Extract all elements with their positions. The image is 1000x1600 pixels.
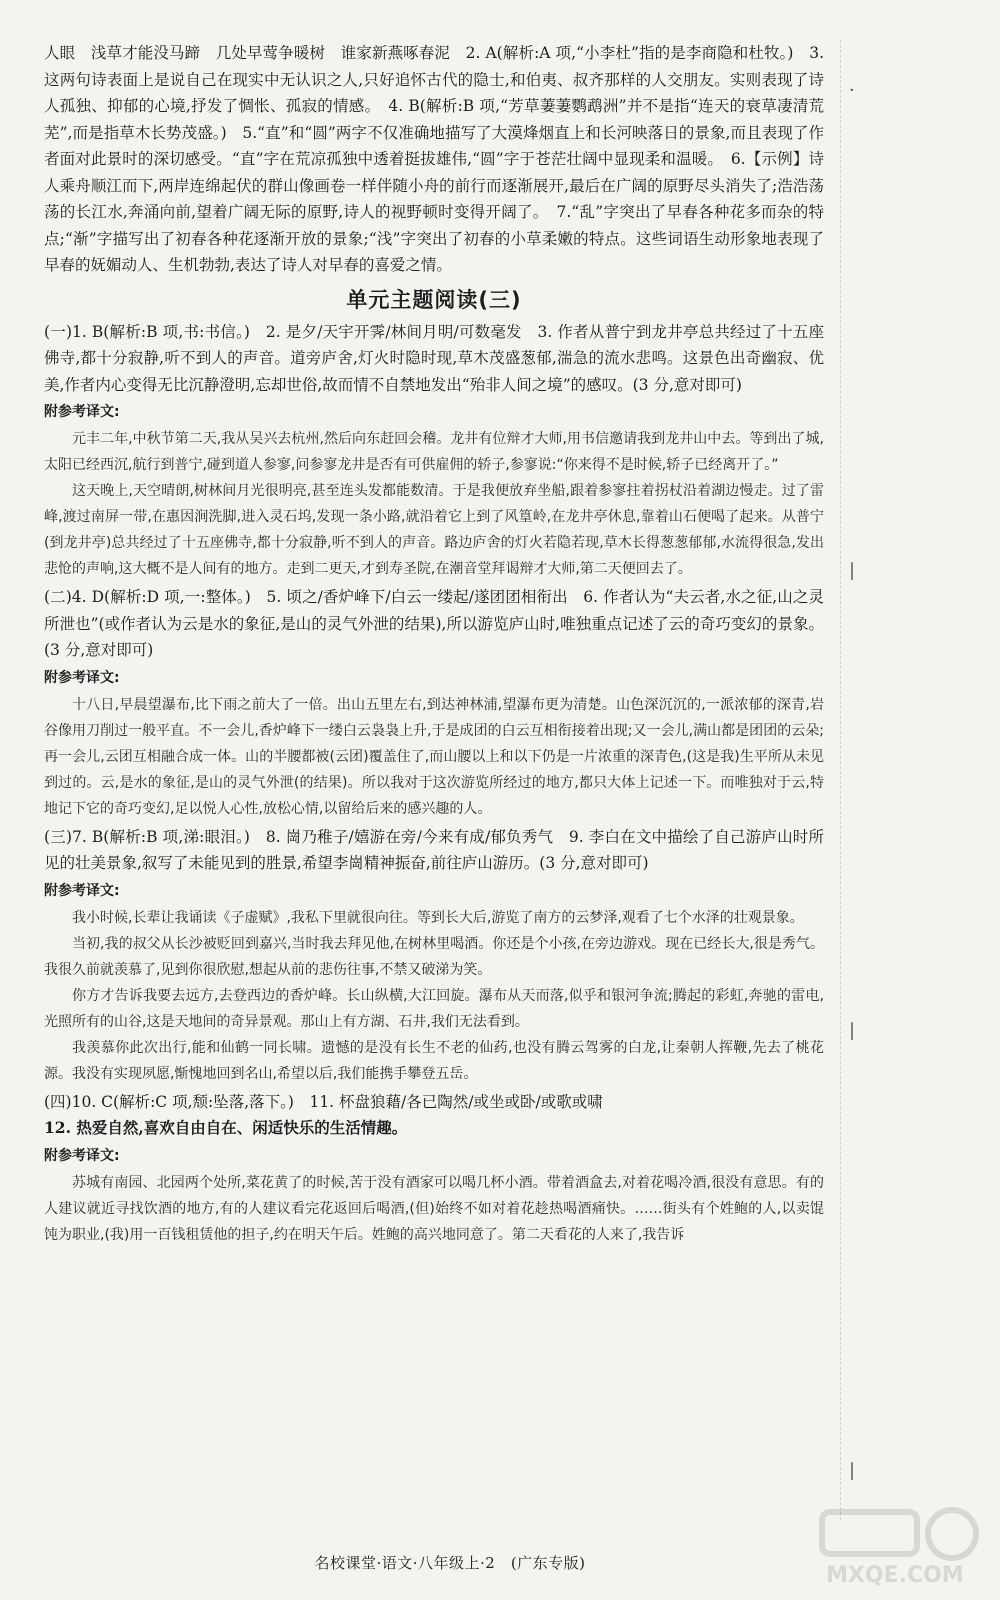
reference-translation-label: 附参考译文: bbox=[44, 669, 120, 686]
answer-section-4: (四)10. C(解析:C 项,颓:坠落,落下。) 11. 杯盘狼藉/各已陶然/或坐或卧/或歌或啸 bbox=[44, 1092, 603, 1111]
answer-section-2: (二)4. D(解析:D 项,一:整体。) 5. 顷之/香炉峰下/白云一缕起/遂团团相衔出 6. 作者认为“夫云者,水之征,山之灵所泄也”(或作者认为云是水的象征,是山的灵气外泄的结果),所以游览庐山时,唯独重点记述了云的奇巧变幻的景象。(3 分,意对即可) bbox=[44, 588, 824, 659]
reference-translation-label: 附参考译文: bbox=[44, 404, 120, 420]
answer-section-4-q12: 12. 热爱自然,喜欢自由自在、闲适快乐的生活情趣。 bbox=[44, 1118, 408, 1137]
page-footer: 名校课堂·语文·八年级上·2 (广东专版) bbox=[314, 1554, 586, 1572]
page-gutter: · | | | bbox=[840, 40, 871, 1520]
watermark-logo bbox=[812, 1498, 982, 1588]
translation-paragraph: 我小时候,长辈让我诵读《子虚赋》,我私下里就很向往。等到长大后,游览了南方的云梦泽,观看了七个水泽的壮观景象。 bbox=[72, 909, 804, 926]
reference-translation-label: 附参考译文: bbox=[44, 882, 120, 899]
translation-paragraph: 苏城有南园、北园两个处所,菜花黄了的时候,苦于没有酒家可以喝几杯小酒。带着酒盒去,对着花喝冷酒,很没有意思。有的人建议就近寻找饮酒的地方,有的人建议看完花返回后喝酒,(但)始终不如对着花趁热喝酒痛快。……街头有个姓鲍的人,以卖馄饨为职业,(我)用一百钱租赁他的担子,约在明天午后。姓鲍的高兴地同意了。第二天看花的人来了,我告诉 bbox=[44, 1174, 824, 1243]
translation-paragraph: 我羡慕你此次出行,能和仙鹤一同长啸。遗憾的是没有长生不老的仙药,也没有腾云驾雾的白龙,让秦朝人挥鞭,先去了桃花源。我没有实现夙愿,惭愧地回到名山,希望以后,我们能携手攀登五岳。 bbox=[44, 1039, 824, 1082]
translation-paragraph: 当初,我的叔父从长沙被贬回到嘉兴,当时我去拜见他,在树林里喝酒。你还是个小孩,在旁边游戏。现在已经长大,很是秀气。我很久前就羡慕了,见到你很欣慰,想起从前的悲伤往事,不禁又破涕为笑。 bbox=[44, 935, 824, 978]
answer-section-1: (一)1. B(解析:B 项,书:书信。) 2. 是夕/天宇开霁/林间月明/可数毫发 3. 作者从普宁到龙井亭总共经过了十五座佛寺,都十分寂静,听不到人的声音。道旁庐舍,灯火时隐时现,草木茂盛葱郁,湍急的流水悲鸣。这景色出奇幽寂、优美,作者内心变得无比沉静澄明,忘却世俗,故而情不自禁地发出“殆非人间之境”的感叹。(3 分,意对即可) bbox=[44, 322, 824, 394]
translation-paragraph: 你方才告诉我要去远方,去登西边的香炉峰。长山纵横,大江回旋。瀑布从天而落,似乎和银河争流;腾起的彩虹,奔驰的雷电,光照所有的山谷,这是天地间的奇异景观。那山上有方湖、石井,我们无法看到。 bbox=[44, 987, 824, 1030]
translation-paragraph: 十八日,早晨望瀑布,比下雨之前大了一倍。出山五里左右,到达神林浦,望瀑布更为清楚。山色深沉沉的,一派浓郁的深青,岩谷像用刀削过一般平直。不一会儿,香炉峰下一缕白云袅袅上升,于是成团的白云互相衔接着出现;又一会儿,满山都是团团的云朵;再一会儿,云团互相融合成一体。山的半腰都被(云团)覆盖住了,而山腰以上和以下仍是一片浓重的深青色,(这是我)生平所从未见到过的。云,是水的象征,是山的灵气外泄(的结果)。所以我对于这次游览所经过的地方,都只大体上记述一下。而唯独对于云,特地记下它的奇巧变幻,足以悦人心性,放松心情,以留给后来的感兴趣的人。 bbox=[44, 696, 824, 817]
translation-paragraph: 元丰二年,中秋节第二天,我从吴兴去杭州,然后向东赶回会稽。龙井有位辩才大师,用书信邀请我到龙井山中去。等到出了城,太阳已经西沉,航行到普宁,碰到道人参寥,问参寥龙井是否有可供雇佣的轿子,参寥说:“你来得不是时候,轿子已经离开了。” bbox=[44, 431, 824, 473]
answer-page bbox=[44, 40, 824, 1248]
watermark-text: MXQE.COM bbox=[826, 1563, 964, 1588]
answer-section-3: (三)7. B(解析:B 项,涕:眼泪。) 8. 崗乃稚子/嬉游在旁/今来有成/郁负秀气 9. 李白在文中描绘了自己游庐山时所见的壮美景象,叙写了未能见到的胜景,希望李崗精神振奋,前往庐山游历。(3 分,意对即可) bbox=[44, 827, 824, 872]
translation-paragraph: 这天晚上,天空晴朗,树林间月光很明亮,甚至连头发都能数清。于是我便放弃坐船,跟着参寥拄着拐杖沿着湖边慢走。过了雷峰,渡过南屏一带,在惠因涧洗脚,进入灵石坞,发现一条小路,就沿着它上到了风篁岭,在龙井亭休息,靠着山石便喝了起来。从普宁(到龙井亭)总共经过了十五座佛寺,都十分寂静,听不到人的声音。路边庐舍的灯火若隐若现,草木长得葱葱郁郁,水流得很急,发出悲怆的声响,这大概不是人间有的地方。走到二更天,才到寿圣院,在潮音堂拜谒辩才大师,第二天便回去了。 bbox=[44, 483, 824, 577]
reference-translation-label: 附参考译文: bbox=[44, 1147, 120, 1164]
answer-text-top: 人眼 浅草才能没马蹄 几处早莺争暖树 谁家新燕啄春泥 2. A(解析:A 项,“小李杜”指的是李商隐和杜牧。) 3. 这两句诗表面上是说自己在现实中无认识之人,只好追怀古代的隐士,和伯夷、叔齐那样的人交朋友。实则表现了诗人孤独、抑郁的心境,抒发了惆怅、孤寂的情感。 4. B(解析:B 项,“芳草萋萋鹦鹉洲”并不是指“连天的衰草凄清荒芜”,而是指草木长势茂盛。) 5.“直”和“圆”两字不仅准确地描写了大漠烽烟直上和长河映落日的景象,而且表现了作者面对此景时的深切感受。“直”字在荒凉孤独中透着挺拔雄伟,“圆”字于苍茫壮阔中显现柔和温暖。 6.【示例】诗人乘舟顺江而下,两岸连绵起伏的群山像画卷一样伴随小舟的前行而逐渐展开,最后在广阔的原野尽头消失了;浩浩荡荡的长江水,奔涌向前,望着广阔无际的原野,诗人的视野顿时变得开阔了。 7.“乱”字突出了早春各种花多而杂的特点;“渐”字描写出了初春各种花逐渐开放的景象;“浅”字突出了初春的小草柔嫩的特点。这些词语生动形象地表现了早春的妩媚动人、生机勃勃,表达了诗人对早春的喜爱之情。 bbox=[44, 44, 824, 274]
watermark-icon bbox=[812, 1498, 982, 1588]
section-title: 单元主题阅读(三) bbox=[346, 287, 522, 312]
